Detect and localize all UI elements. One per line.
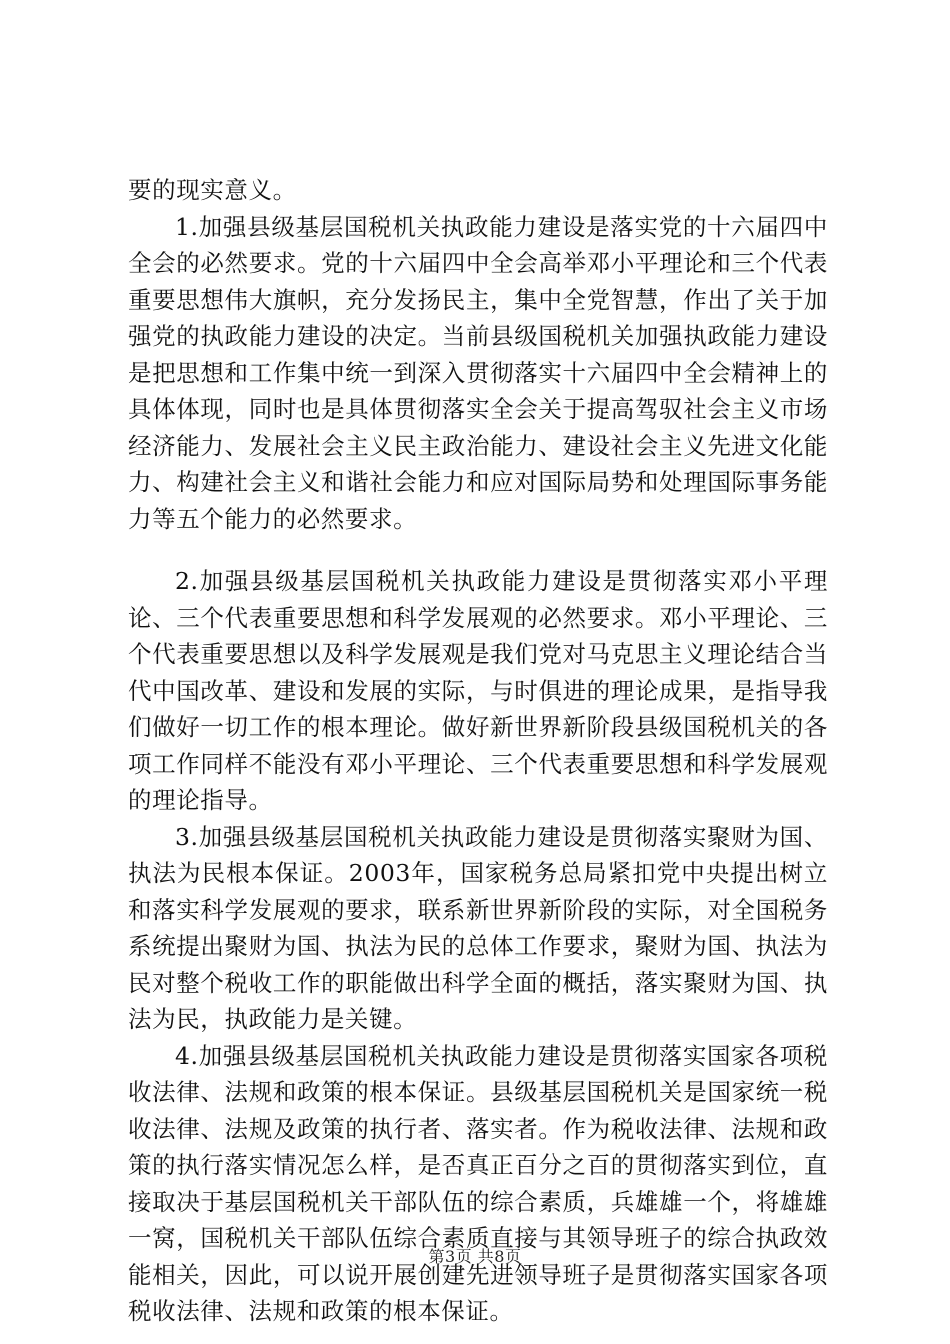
paragraph-continuation: 要的现实意义。 bbox=[128, 176, 297, 204]
paragraph-point-3: 3.加强县级基层国税机关执政能力建设是贯彻落实聚财为国、执法为民根本保证。2003年，国家税务总局紧扣党中央提出树立和落实科学发展观的要求，联系新世界新阶段的实际，对全国税务系统提出聚财为国、执法为民的总体工作要求，聚财为国、执法为民对整个税收工作的职能做出科学全面的概括，落实聚财为国、执法为民，执政能力是关键。 bbox=[128, 822, 828, 1033]
paragraph-point-2: 2.加强县级基层国税机关执政能力建设是贯彻落实邓小平理论、三个代表重要思想和科学发展观的必然要求。邓小平理论、三个代表重要思想以及科学发展观是我们党对马克思主义理论结合当代中国改革、建设和发展的实际，与时俱进的理论成果，是指导我们做好一切工作的根本理论。做好新世界新阶段县级国税机关的各项工作同样不能没有邓小平理论、三个代表重要思想和科学发展观的理论指导。 bbox=[128, 567, 828, 814]
paragraph-point-4: 4.加强县级基层国税机关执政能力建设是贯彻落实国家各项税收法律、法规和政策的根本保证。县级基层国税机关是国家统一税收法律、法规及政策的执行者、落实者。作为税收法律、法规和政策的执行落实情况怎么样，是否真正百分之百的贯彻落实到位，直接取决于基层国税机关干部队伍的综合素质，兵雄雄一个，将雄雄一窝，国税机关干部队伍综合素质直接与其领导班子的综合执政效能相关，因此，可以说开展创建先进领导班子是贯彻落实国家各项税收法律、法规和政策的根本保证。 bbox=[128, 1041, 828, 1325]
document-body bbox=[128, 172, 828, 1330]
page-number-footer: 第3页 共8页 bbox=[428, 1247, 522, 1266]
paragraph-point-1: 1.加强县级基层国税机关执政能力建设是落实党的十六届四中全会的必然要求。党的十六届四中全会高举邓小平理论和三个代表重要思想伟大旗帜，充分发扬民主，集中全党智慧，作出了关于加强党的执政能力建设的决定。当前县级国税机关加强执政能力建设是把思想和工作集中统一到深入贯彻落实十六届四中全会精神上的具体体现，同时也是具体贯彻落实全会关于提高驾驭社会主义市场经济能力、发展社会主义民主政治能力、建设社会主义先进文化能力、构建社会主义和谐社会能力和应对国际局势和处理国际事务能力等五个能力的必然要求。 bbox=[128, 212, 828, 533]
